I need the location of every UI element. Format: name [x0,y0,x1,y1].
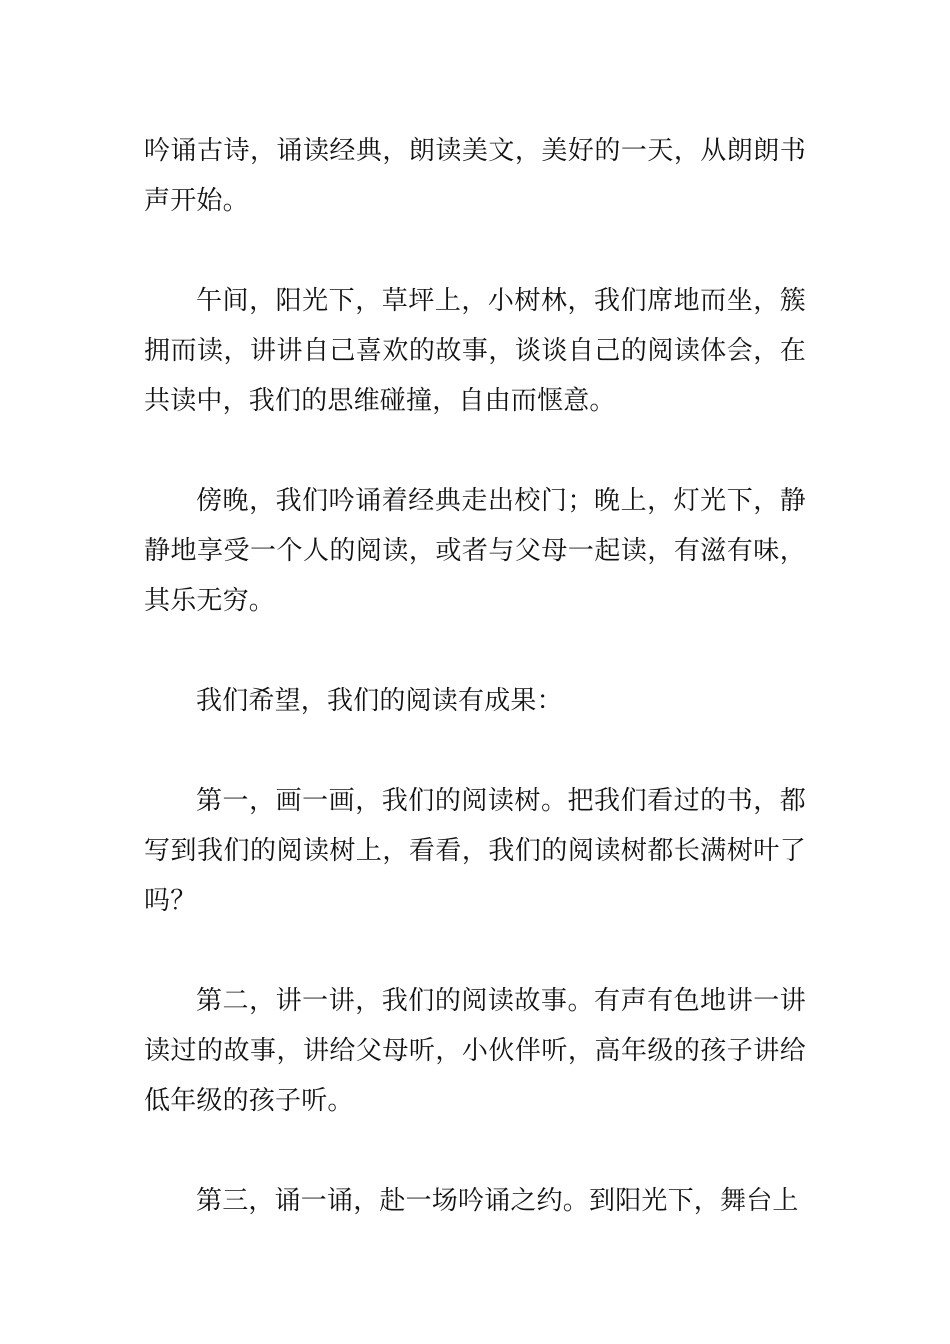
paragraph-2: 午间，阳光下，草坪上，小树林，我们席地而坐，簇拥而读，讲讲自己喜欢的故事，谈谈自己的阅读体会，在共读中，我们的思维碰撞，自由而惬意。 [144,286,806,416]
paragraph-6: 第二，讲一讲，我们的阅读故事。有声有色地讲一讲读过的故事，讲给父母听，小伙伴听，高年级的孩子讲给低年级的孩子听。 [144,986,806,1116]
paragraph-4: 我们希望，我们的阅读有成果： [196,686,563,716]
paragraph-3: 傍晚，我们吟诵着经典走出校门；晚上，灯光下，静静地享受一个人的阅读，或者与父母一起读，有滋有味，其乐无穷。 [144,486,806,616]
document-page [144,126,806,1276]
paragraph-7: 第三，诵一诵，赴一场吟诵之约。到阳光下，舞台上 [196,1186,799,1216]
paragraph-5: 第一，画一画，我们的阅读树。把我们看过的书，都写到我们的阅读树上，看看，我们的阅读树都长满树叶了吗？ [144,786,806,916]
paragraph-1: 吟诵古诗，诵读经典，朗读美文，美好的一天，从朗朗书声开始。 [144,136,806,216]
